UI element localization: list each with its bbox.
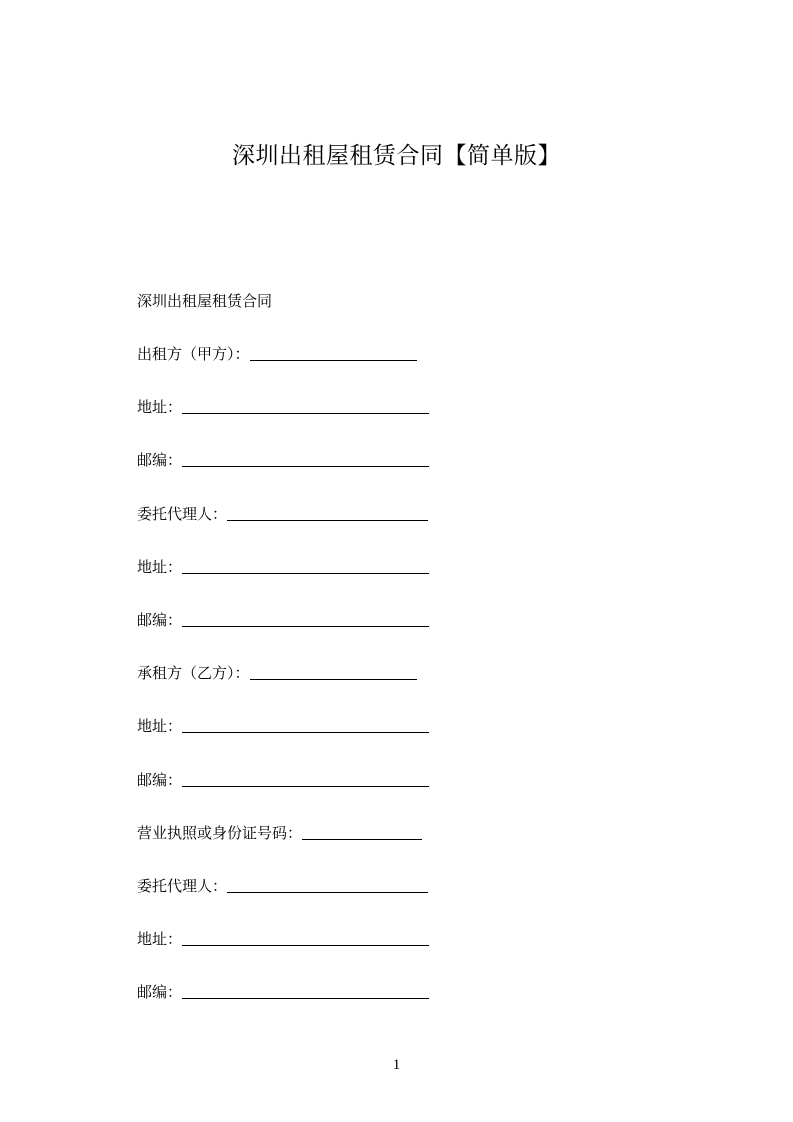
fill-in-blank [182, 451, 429, 467]
field-label: 地址： [137, 557, 183, 576]
fill-in-blank [182, 558, 429, 574]
field-label: 邮编： [137, 451, 183, 470]
fill-in-blank [302, 824, 422, 840]
field-label: 地址： [137, 717, 183, 736]
fill-in-blank [250, 664, 417, 680]
fill-in-blank [182, 398, 429, 414]
lessee-id-field [137, 822, 457, 844]
field-label: 委托代理人： [137, 504, 228, 523]
lessee-postcode-field [137, 769, 457, 791]
document-title: 深圳出租屋租赁合同【简单版】 [232, 143, 561, 169]
lessee-address-field [137, 715, 457, 737]
field-label: 邮编： [137, 983, 183, 1002]
lessee-field [137, 662, 457, 684]
lessor-agent-postcode-field [137, 609, 457, 631]
lessee-agent-field [137, 875, 457, 897]
contract-heading: 深圳出租屋租赁合同 [137, 292, 273, 310]
fill-in-blank [182, 771, 429, 787]
fill-in-blank [182, 611, 429, 627]
field-label: 承租方（乙方）： [137, 664, 250, 683]
field-label: 委托代理人： [137, 876, 228, 895]
field-label: 出租方（甲方）： [137, 345, 250, 363]
lessor-address-field [137, 396, 457, 418]
fill-in-blank [182, 717, 429, 733]
page-number: 1 [392, 1057, 401, 1073]
field-label: 营业执照或身份证号码： [137, 823, 303, 842]
lessor-field [137, 343, 457, 365]
lessor-postcode-field [137, 449, 457, 471]
lessee-agent-postcode-field [137, 981, 457, 1003]
fill-in-blank [227, 877, 428, 893]
fill-in-blank [250, 345, 417, 361]
fill-in-blank [182, 983, 429, 999]
lessor-agent-address-field [137, 556, 457, 578]
field-label: 邮编： [137, 770, 183, 789]
contract-fields [137, 343, 457, 1034]
lessor-agent-field [137, 503, 457, 525]
fill-in-blank [227, 505, 428, 521]
lessee-agent-address-field [137, 928, 457, 950]
field-label: 地址： [137, 930, 183, 949]
fill-in-blank [182, 930, 429, 946]
field-label: 邮编： [137, 610, 183, 629]
field-label: 地址： [137, 398, 183, 417]
